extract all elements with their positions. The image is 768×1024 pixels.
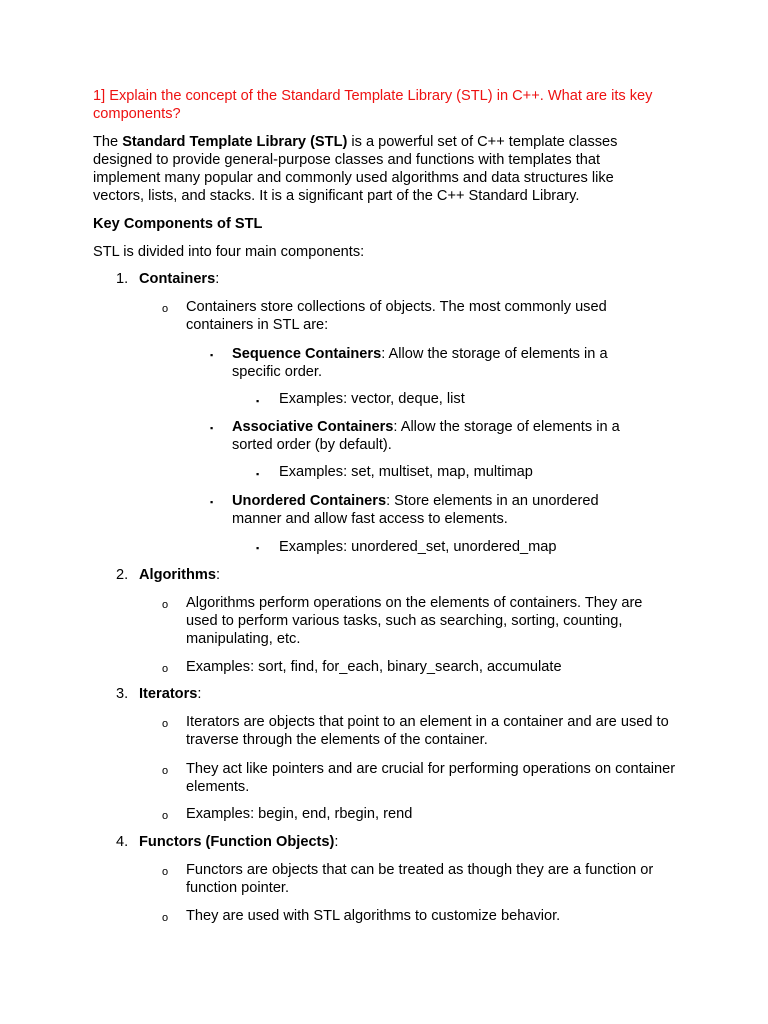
stl-term: Standard Template Library (STL)	[122, 134, 348, 150]
container-type-unordered: Unordered Containers: Store elements in an unordered manner and allow fast access to elements.	[232, 493, 599, 527]
circle-bullet-icon: o	[162, 810, 169, 822]
circle-bullet-icon: o	[162, 599, 169, 611]
square-bullet-icon: ▪	[256, 469, 260, 479]
list-item-iterators: 3. Iterators:	[116, 686, 202, 702]
circle-bullet-icon: o	[162, 765, 169, 777]
square-bullet-icon: ▪	[256, 543, 260, 553]
section-heading: Key Components of STL	[93, 216, 263, 232]
intro-paragraph: The Standard Template Library (STL) is a powerful set of C++ template classes designed to provide general-purpose classes and functions with templates that implement many popular and commonly used algorithms and data structures like vectors, lists, and stacks. It is a significant part of the C++ Standard Library.	[93, 134, 618, 204]
circle-bullet-icon: o	[162, 663, 169, 675]
list-item: They act like pointers and are crucial for performing operations on container elements.	[186, 761, 676, 795]
list-item: Functors are objects that can be treated as though they are a function or function pointer.	[186, 862, 654, 896]
list-item: Iterators are objects that point to an element in a container and are used to traverse through the elements of the container.	[186, 714, 669, 748]
list-item: They are used with STL algorithms to customize behavior.	[186, 908, 561, 924]
list-item: Algorithms perform operations on the elements of containers. They are used to perform various tasks, such as searching, sorting, counting, manipulating, etc.	[186, 595, 643, 647]
circle-bullet-icon: o	[162, 912, 169, 924]
list-item: Examples: sort, find, for_each, binary_search, accumulate	[186, 659, 562, 675]
circle-bullet-icon: o	[162, 718, 169, 730]
square-bullet-icon: ▪	[210, 497, 214, 507]
example-item: Examples: vector, deque, list	[279, 391, 465, 407]
example-item: Examples: unordered_set, unordered_map	[279, 539, 557, 555]
circle-bullet-icon: o	[162, 866, 169, 878]
question-text: 1] Explain the concept of the Standard Template Library (STL) in C++. What are its key components?	[93, 88, 653, 122]
container-type-sequence: Sequence Containers: Allow the storage of elements in a specific order.	[232, 346, 608, 380]
list-item-functors: 4. Functors (Function Objects):	[116, 834, 339, 850]
example-item: Examples: set, multiset, map, multimap	[279, 464, 533, 480]
square-bullet-icon: ▪	[256, 396, 260, 406]
list-item-algorithms: 2. Algorithms:	[116, 567, 221, 583]
list-item: Containers store collections of objects. The most commonly used containers in STL are:	[186, 299, 607, 333]
container-type-associative: Associative Containers: Allow the storage of elements in a sorted order (by default).	[232, 419, 620, 453]
list-item: Examples: begin, end, rbegin, rend	[186, 806, 413, 822]
square-bullet-icon: ▪	[210, 350, 214, 360]
circle-bullet-icon: o	[162, 303, 169, 315]
lead-sentence: STL is divided into four main components:	[93, 244, 365, 260]
square-bullet-icon: ▪	[210, 423, 214, 433]
list-item-containers: 1. Containers:	[116, 271, 220, 287]
